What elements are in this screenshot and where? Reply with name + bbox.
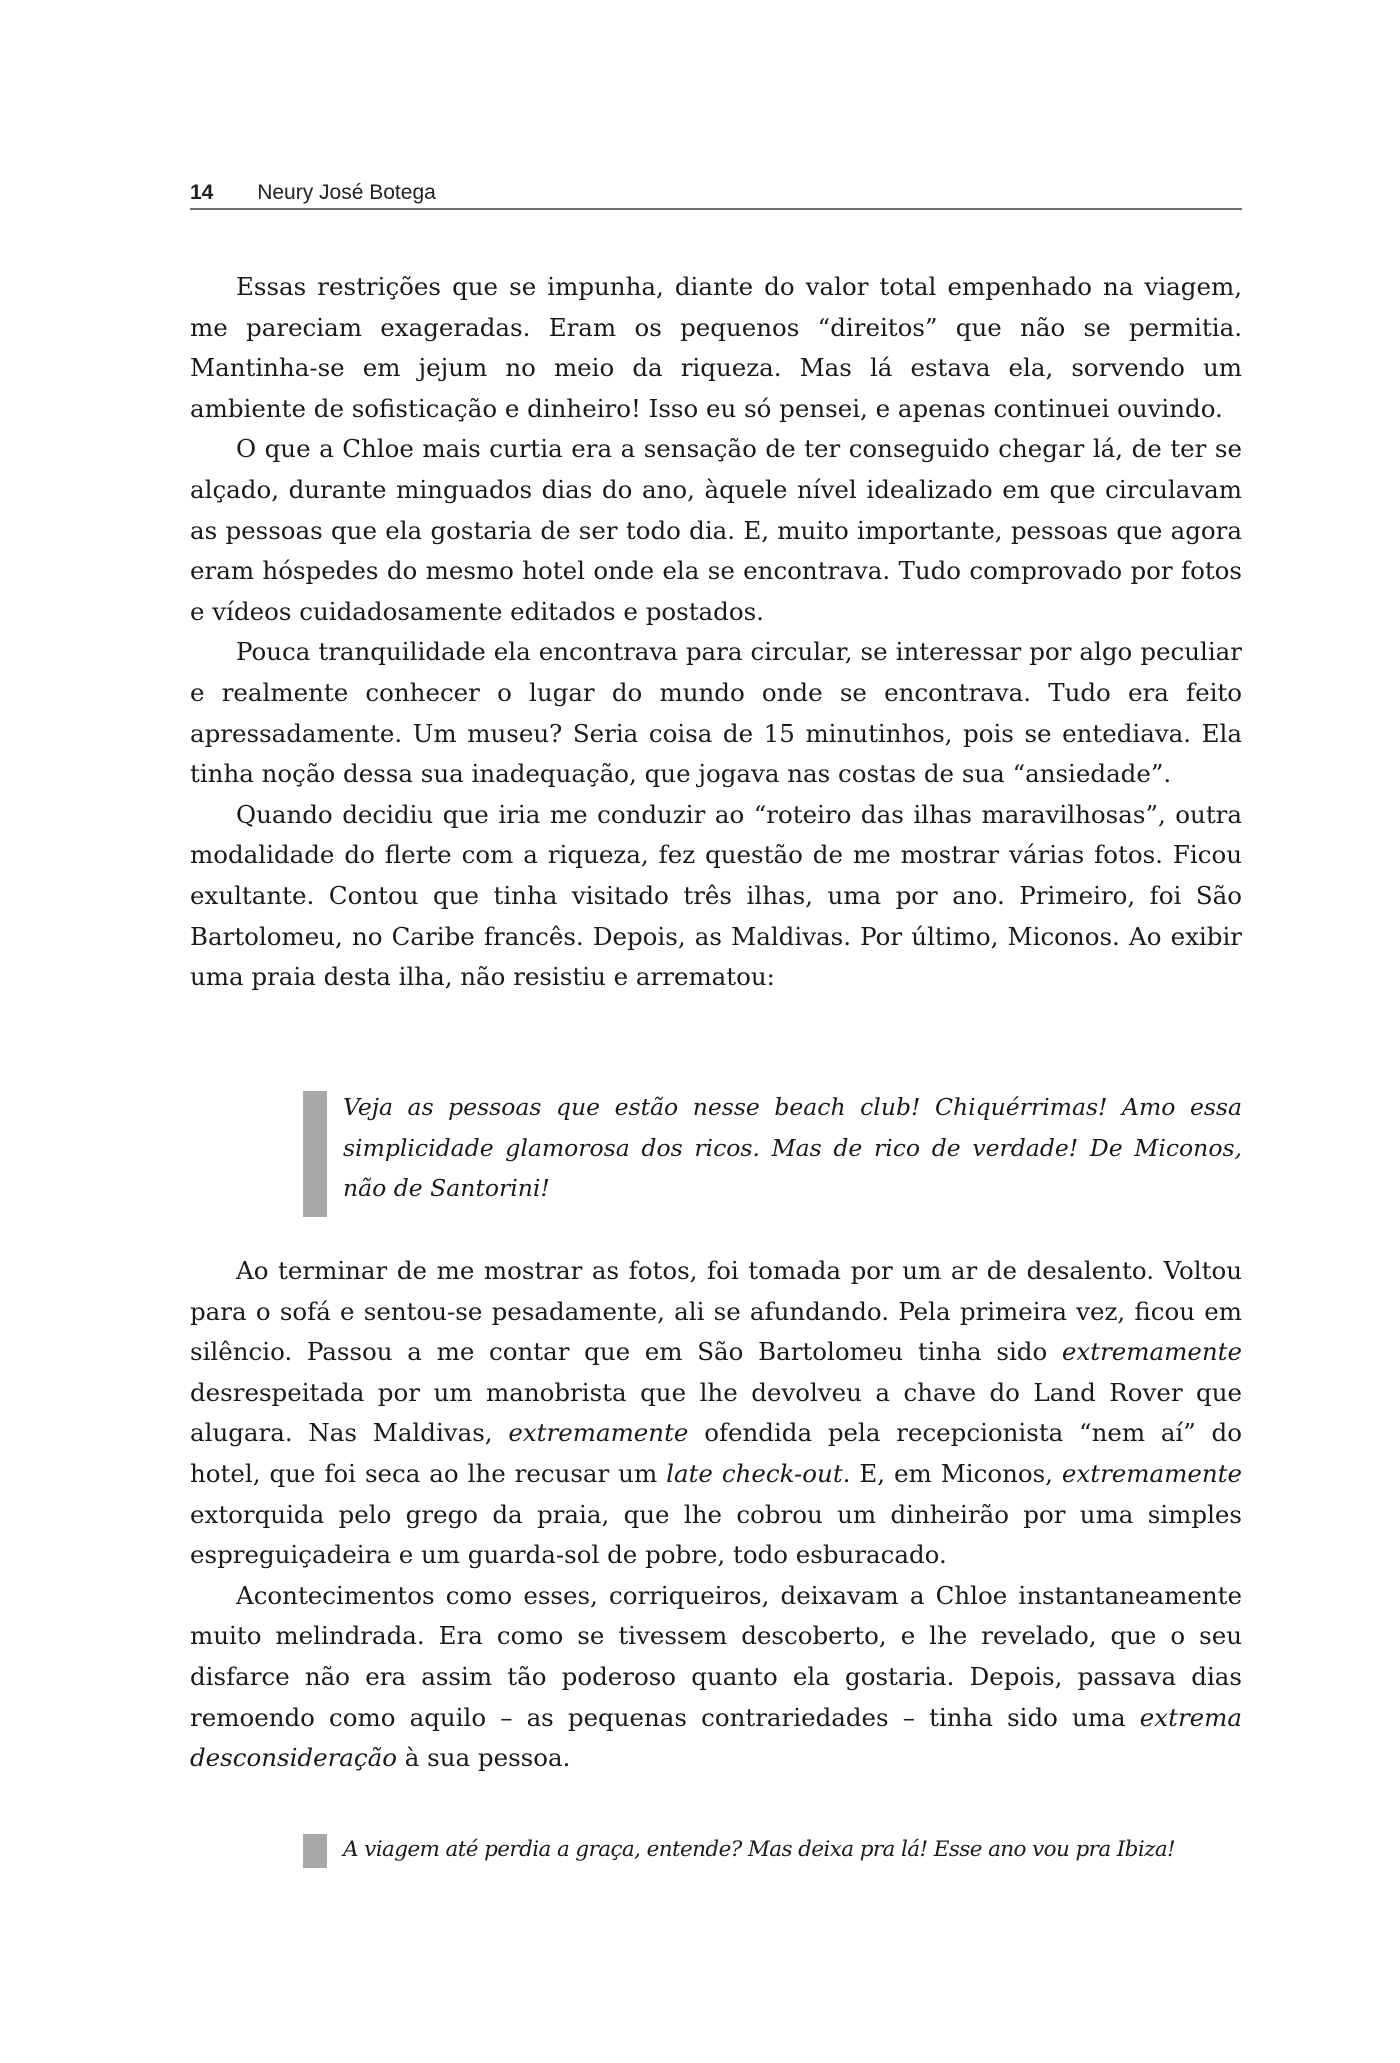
block-quote [303,1087,1242,1213]
body-text-upper [190,267,1242,998]
quote-text: A viagem até perdia a graça, entende? Mas deixa pra lá! Esse ano vou pra Ibiza! [343,1837,1176,1862]
paragraph: Ao terminar de me mostrar as fotos, foi tomada por um ar de desalento. Voltou para o sofá e sentou-se pesadamente, ali se afundando. Pela primeira vez, ficou em silêncio. Passou a me contar que em São Bartolomeu tinha sido extremamente desrespeitada por um manobrista que lhe devolveu a chave do Land Rover que alugara. Nas Maldivas, extremamente ofendida pela recepcionista “nem aí” do hotel, que foi seca ao lhe recusar um late check-out. E, em Miconos, extremamente extorquida pelo grego da praia, que lhe cobrou um dinheirão por uma simples espreguiçadeira e um guarda-sol de pobre, todo esburacado. [190,1256,1242,1570]
quote-text: Veja as pessoas que estão nesse beach club! Chiquérrimas! Amo essa simplicidade glamorosa dos ricos. Mas de rico de verdade! De Miconos, não de Santorini! [343,1093,1242,1202]
paragraph: Pouca tranquilidade ela encontrava para circular, se interessar por algo peculiar e realmente conhecer o lugar do mundo onde se encontrava. Tudo era feito apressadamente. Um museu? Seria coisa de 15 minutinhos, pois se entediava. Ela tinha noção dessa sua inadequação, que jogava nas costas de sua “ansiedade”. [190,637,1242,789]
paragraph: Quando decidiu que iria me conduzir ao “roteiro das ilhas maravilhosas”, outra modalidade do flerte com a riqueza, fez questão de me mostrar várias fotos. Ficou exultante. Contou que tinha visitado três ilhas, uma por ano. Primeiro, foi São Bartolomeu, no Caribe francês. Depois, as Maldivas. Por último, Miconos. Ao exibir uma praia desta ilha, não resistiu e arrematou: [190,799,1242,992]
quote-bar [303,1834,327,1868]
quote-bar [303,1091,327,1217]
emphasis: extremamente [1061,1458,1242,1488]
running-head [190,178,1242,210]
paragraph: O que a Chloe mais curtia era a sensação de ter conseguido chegar lá, de ter se alçado, durante minguados dias do ano, àquele nível idealizado em que circulavam as pessoas que ela gostaria de ser todo dia. E, muito importante, pessoas que agora eram hóspedes do mesmo hotel onde ela se encontrava. Tudo comprovado por fotos e vídeos cuidadosamente editados e postados. [190,434,1242,626]
paragraph: Acontecimentos como esses, corriqueiros, deixavam a Chloe instantaneamente muito melindrada. Era como se tivessem descoberto, e lhe revelado, que o seu disfarce não era assim tão poderoso quanto ela gostaria. Depois, passava dias remoendo como aquilo – as pequenas contrariedades – tinha sido uma extrema desconsideração à sua pessoa. [190,1580,1242,1773]
emphasis: late check-out [666,1458,843,1488]
block-quote [303,1830,1242,1870]
emphasis: extrema desconsideração [190,1702,1242,1773]
emphasis: extremamente [1061,1337,1242,1367]
running-head-author: Neury José Botega [257,181,436,204]
body-text-lower [190,1251,1242,1779]
paragraph: Essas restrições que se impunha, diante do valor total empenhado na viagem, me pareciam exageradas. Eram os pequenos “direitos” que não se permitia. Mantinha-se em jejum no meio da riqueza. Mas lá estava ela, sorvendo um ambiente de sofisticação e dinheiro! Isso eu só pensei, e apenas continuei ouvindo. [190,272,1242,423]
page-number: 14 [190,181,214,204]
emphasis: extremamente [508,1418,689,1448]
